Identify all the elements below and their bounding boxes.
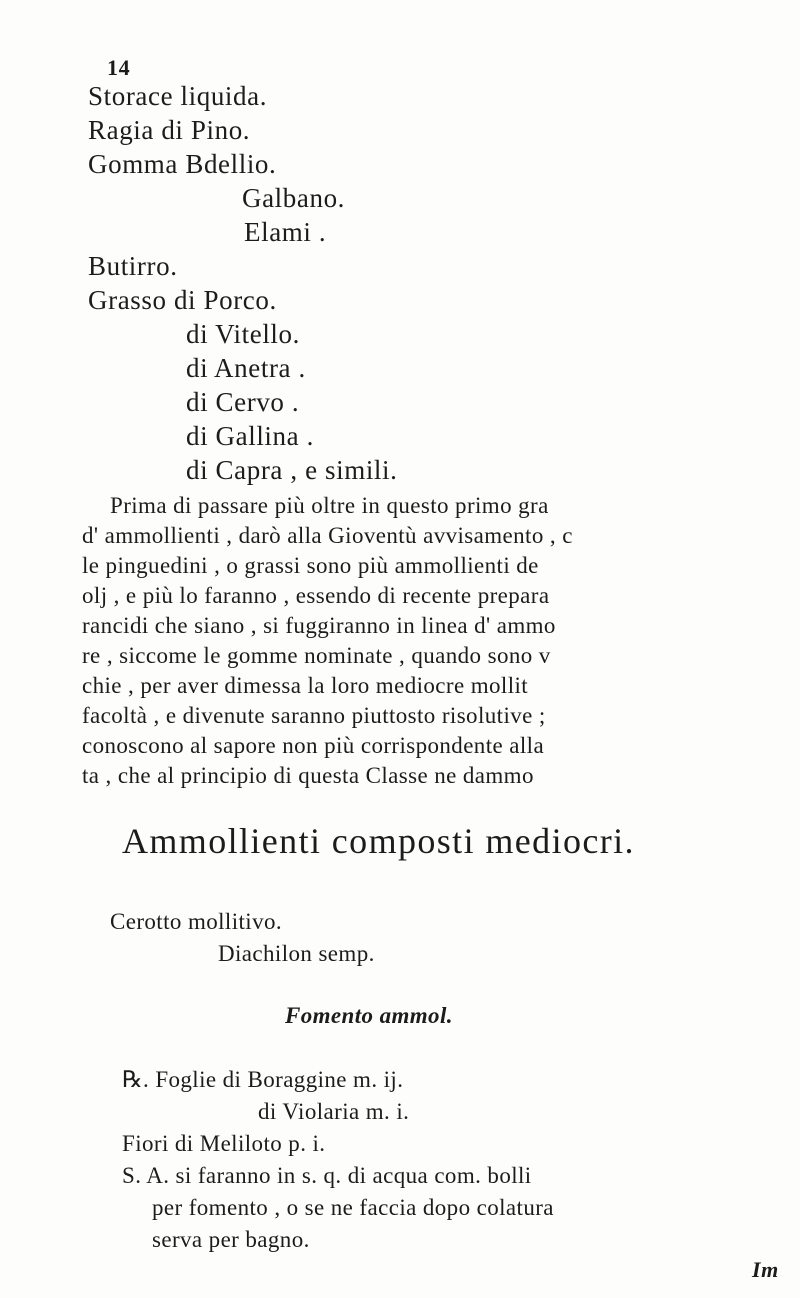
list-item: Elami . (244, 217, 327, 247)
list-item: Gomma Bdellio. (88, 149, 277, 179)
list-item: di Capra , e simili. (186, 455, 398, 485)
page-number: 14 (107, 55, 131, 80)
paragraph-line: olj , e più lo faranno , essendo di recente prepara (82, 583, 550, 608)
list-item: di Vitello. (186, 319, 300, 349)
list-item: di Anetra . (186, 353, 306, 383)
paragraph-line: re , siccome le gomme nominate , quando sono v (82, 643, 551, 668)
paragraph-line: conoscono al sapore non più corrispondente alla (82, 733, 545, 758)
paragraph-line: rancidi che siano , si fuggiranno in linea d' ammo (82, 613, 556, 638)
recipe-line: serva per bagno. (152, 1227, 310, 1252)
recipe-line: per fomento , o se ne faccia dopo colatura (152, 1195, 554, 1220)
list-item: Cerotto mollitivo. (110, 909, 283, 934)
list-item: di Cervo . (186, 387, 300, 417)
list-item: Butirro. (88, 251, 178, 281)
paragraph-line: d' ammollienti , darò alla Gioventù avvisamento , c (82, 523, 573, 548)
recipe-line: S. A. si faranno in s. q. di acqua com. bolli (122, 1163, 532, 1188)
recipe-title: Fomento ammol. (285, 1003, 453, 1028)
section-heading: Ammollienti composti mediocri. (122, 821, 635, 861)
list-item: di Gallina . (186, 421, 314, 451)
recipe-line: ℞. Foglie di Boraggine m. ij. (122, 1067, 404, 1092)
catchword: Im (752, 1257, 779, 1282)
list-item: Galbano. (242, 183, 346, 213)
list-item: Grasso di Porco. (88, 285, 277, 315)
paragraph-line: ta , che al principio di questa Classe ne dammo (82, 763, 534, 788)
list-item: Storace liquida. (88, 81, 268, 111)
paragraph-line: chie , per aver dimessa la loro mediocre mollit (82, 673, 529, 698)
paragraph-line: facoltà , e divenute saranno piuttosto risolutive ; (82, 703, 546, 728)
recipe-line: di Violaria m. i. (258, 1099, 410, 1124)
list-item: Ragia di Pino. (88, 115, 251, 145)
paragraph-line: le pinguedini , o grassi sono più ammollienti de (82, 553, 539, 578)
paragraph-line: Prima di passare più oltre in questo primo gra (110, 493, 549, 518)
recipe-line: Fiori di Meliloto p. i. (122, 1131, 326, 1156)
list-item: Diachilon semp. (218, 941, 375, 966)
